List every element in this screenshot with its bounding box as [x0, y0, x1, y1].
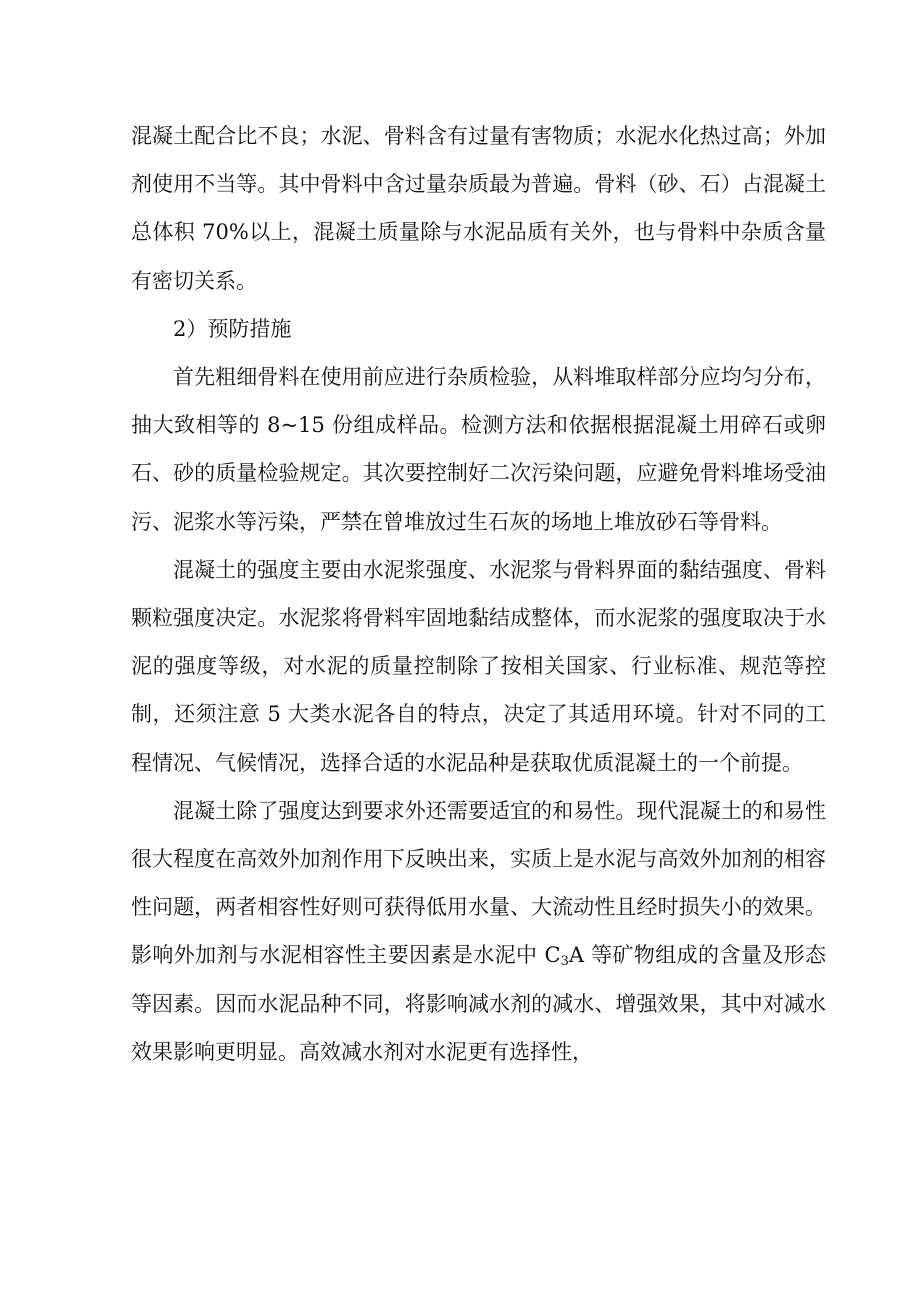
paragraph-causes: 混凝土配合比不良；水泥、骨料含有过量有害物质；水泥水化热过高；外加剂使用不当等。其中骨料中含过量杂质最为普遍。骨料（砂、石）占混凝土总体积 70%以上，混凝土质量除与水泥品质有关外，也与骨料中杂质含量有密切关系。: [131, 124, 826, 293]
c3a-subscript: 3: [560, 954, 569, 970]
body-text: [131, 112, 826, 1076]
workability-text-part1: 混凝土除了强度达到要求外还需要适宜的和易性。现代混凝土的和易性很大程度在高效外加剂作用下反映出来，实质上是水泥与高效外加剂的相容性问题，两者相容性好则可获得低用水量、大流动性且经时损失小的效果。影响外加剂与水泥相容性主要因素是水泥中 C: [131, 798, 826, 968]
section-heading-prevention: 2）预防措施: [173, 316, 292, 341]
workability-text-part2: A 等矿物组成的含量及形态等因素。因而水泥品种不同，将影响减水剂的减水、增强效果，其中对减水效果影响更明显。高效减水剂对水泥更有选择性，: [131, 943, 827, 1064]
paragraph-aggregate-inspection: 首先粗细骨料在使用前应进行杂质检验，从料堆取样部分应均匀分布，抽大致相等的 8~15 份组成样品。检测方法和依据根据混凝土用碎石或卵石、砂的质量检验规定。其次要控制好二次污染问题，应避免骨料堆场受油污、泥浆水等污染，严禁在曾堆放过生石灰的场地上堆放砂石等骨料。: [131, 365, 826, 534]
paragraph-concrete-strength: 混凝土的强度主要由水泥浆强度、水泥浆与骨料界面的黏结强度、骨料颗粒强度决定。水泥浆将骨料牢固地黏结成整体，而水泥浆的强度取决于水泥的强度等级，对水泥的质量控制除了按相关国家、行业标准、规范等控制，还须注意 5 大类水泥各自的特点，决定了其适用环境。针对不同的工程情况、气候情况，选择合适的水泥品种是获取优质混凝土的一个前提。: [131, 557, 826, 775]
paragraph-workability: [131, 787, 826, 1076]
